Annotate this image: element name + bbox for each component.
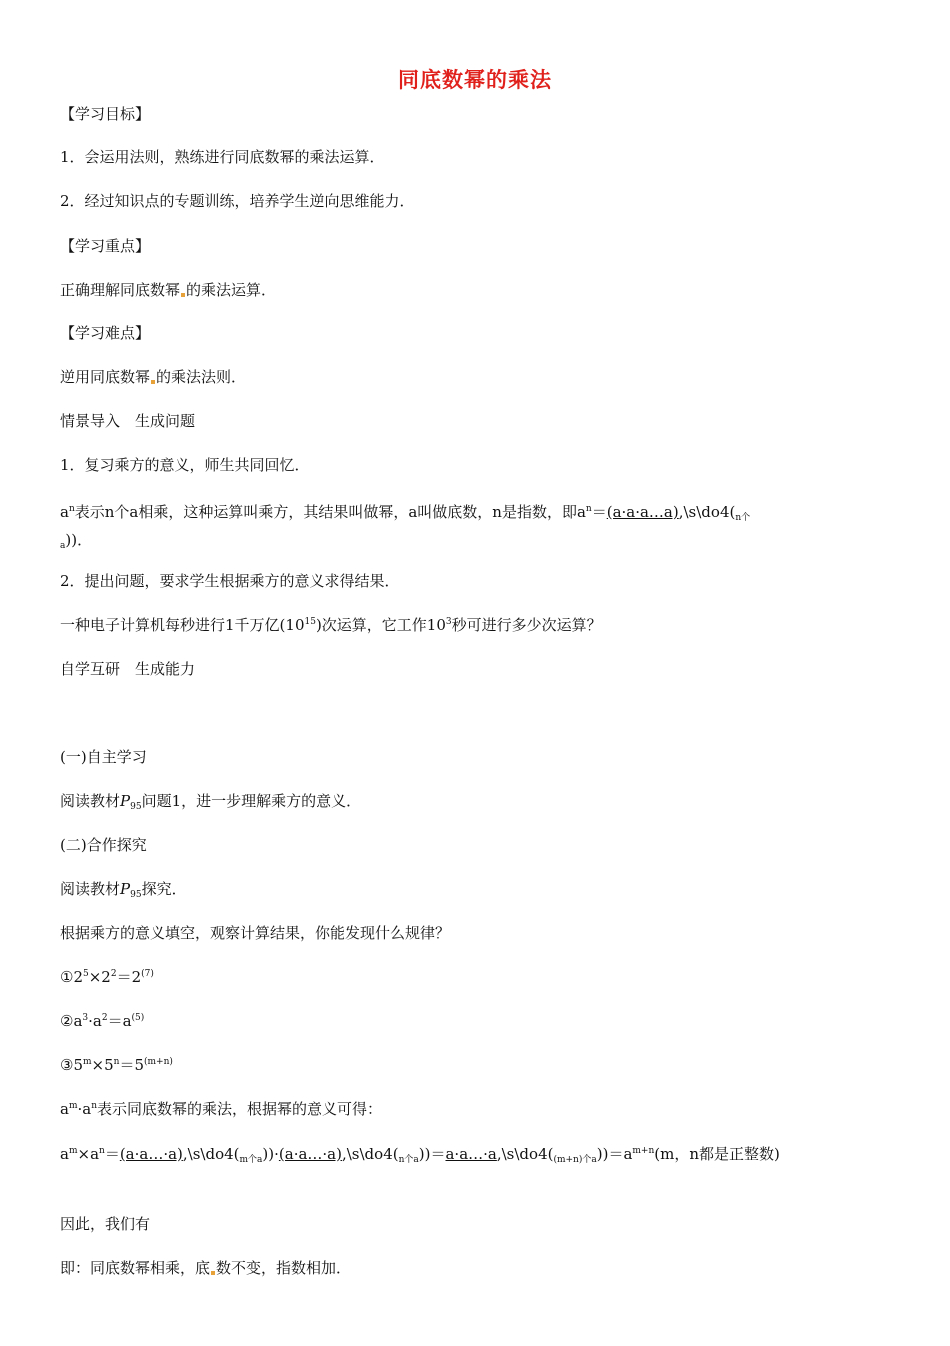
example-2: $②a^3\cdot a^2=a^{(5)}$ (60, 1012, 145, 1030)
read-textbook-2: 阅读教材$P_{95}$探究． (60, 880, 187, 900)
intro-item-1: 1．复习乘方的意义，师生共同回忆． (60, 456, 310, 474)
focus-text (60, 279, 888, 301)
goal-item-2: 2．经过知识点的专题训练，培养学生逆向思维能力． (60, 192, 415, 210)
example-3: $③5^m\times 5^n=5^{(m+n)}$ (60, 1056, 173, 1074)
read-textbook-1: 阅读教材$P_{95}$问题1，进一步理解乘方的意义． (60, 792, 362, 812)
intro-item-2: 2．提出问题，要求学生根据乘方的意义求得结果． (60, 572, 400, 590)
goal-item-1: 1．会运用法则，熟练进行同底数幂的乘法运算． (60, 148, 385, 166)
power-expression: (a·a·a…a) (606, 503, 679, 521)
edit-mark (181, 293, 185, 297)
goals-heading: 【学习目标】 (60, 105, 151, 123)
power-definition: $a^n$表示n个a相乘，这种运算叫乘方，其结果叫做幂，a叫做底数，n是指数，即$a^n=(a\cdot a\cdot a\dots a),\backslash s\backslash do4(_{n个}$ $_a$))． (60, 503, 751, 551)
rule-text: 即：同底数幂相乘，底 数不变，指数相加． (60, 1259, 352, 1277)
difficulty-text-part2: 的乘法法则． (156, 368, 247, 386)
difficulty-heading: 【学习难点】 (60, 324, 151, 342)
difficulty-text (60, 366, 888, 388)
page-title: 同底数幂的乘法 (398, 68, 552, 92)
example-1: $①2^5\times 2^2=2^{(7)}$ (60, 968, 154, 986)
focus-text-part2: 的乘法运算． (186, 281, 277, 299)
edit-mark (211, 1271, 215, 1275)
multiplication-statement: $a^m\cdot a^n$表示同底数幂的乘法，根据幂的意义可得： (60, 1100, 383, 1118)
focus-heading: 【学习重点】 (60, 237, 151, 255)
derivation: $a^m\times a^n=(a\cdot a\dots\cdot a),\backslash s\backslash do4(_{m个a}))\cdot(a\cdot a\dots\cdot a),\backslash s\backslash do4(_{n个a}))=a\cdot a\dots\cdot a,\backslash s\backslash do4(_{(m+n)个a}))=a^{m+n}(m$，n都是正整数) (60, 1145, 780, 1165)
focus-text-part1: 正确理解同底数幂 (60, 281, 181, 299)
intro-heading: 情景导入 生成问题 (60, 412, 196, 430)
therefore-text: 因此，我们有 (60, 1215, 151, 1233)
self-study-heading: 自学互研 生成能力 (60, 660, 196, 678)
difficulty-text-part1: 逆用同底数幂 (60, 368, 151, 386)
part-1-heading: (一)自主学习 (60, 748, 147, 766)
computer-problem: 一种电子计算机每秒进行1千万亿$(10^{15})$次运算，它工作$10^3$秒可进行多少次运算？ (60, 616, 602, 634)
part-2-heading: (二)合作探究 (60, 836, 147, 854)
edit-mark (151, 380, 155, 384)
task-text: 根据乘方的意义填空，观察计算结果，你能发现什么规律？ (60, 924, 451, 942)
